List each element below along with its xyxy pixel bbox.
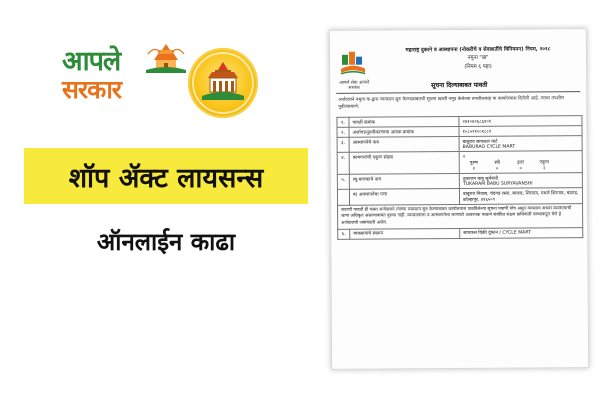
receipt-title: सूचना दिल्याबाबत पावती [431,81,488,90]
row-number: २. [337,127,349,137]
table-row [337,173,582,190]
doc-header-line2: नमुना "ख" [467,55,489,62]
row-value: १०८५२१००१८८१ [459,126,582,137]
doc-logo-caption: आपले सेवा आपले सरकार [339,80,370,92]
row-value [459,151,582,174]
establishment-name-english: BABURAO CYCLE MART [462,144,516,150]
row-value: बाबूराव निवास, चंदगड रस्ता, बाजार, शिरगाव, मधले शिरगाव, चंदगड, कोल्हापूर, ४१६५०९ [459,188,582,205]
row-label: कामगारांची एकूण संख्या [349,151,459,174]
row-number: ५. [337,174,349,189]
establishment-name-marathi: बाबूराव सायकल मार्ट [462,139,498,145]
aaple-sarkar-logo [62,40,312,130]
brand-line1: आपले [62,46,121,77]
row-number [337,189,349,205]
brand-line2: सरकार [62,75,122,104]
declaration-text: सदरची पावती ही फक्त अर्जदाराने त्याच्या व्यवसाय सुरु केल्याबाबत कार्यालयास पाठविलेल्या सूचना पत्राची पोच असून व्यवसाय अथवा व्यवसायाची जागा अधिकृत असल्याबाबत पुरावा नाही. व्यवसायाला व आस्थापनेला लागणारे आवश्यक परवाने संबंधित सक्षम प्राधिकारी यांच्याकडून घेणे हे अर्जदाराची जबाबदारी असेल. [338,204,583,230]
owner-name-marathi: तुकाराम बाबू सूर्यवंशी [462,176,499,182]
table-row [338,227,583,239]
row-value: २४१०४२६८६१०१ [459,116,582,127]
row-label: व्यु.मालकाचे नाव [349,173,459,189]
doc-header [378,45,578,71]
doc-intro-text: अर्जदाराने नमुना क-द्वारा व्यवसाय सुरु केल्याबाबतची सूचना खाली नमूद केलेल्या तपशीलासह या कार्यालयास दिलेली आहे. त्याचा तपशील पुढीलप्रमाणे: [338,96,565,110]
row-label: आस्थापनेचे नाव [349,136,459,152]
header-divider [336,91,580,94]
table-row [337,188,582,206]
employee-header: स्त्री [494,160,500,166]
employee-value: ० [496,166,499,172]
title-banner [24,148,308,204]
table-row [337,136,582,153]
shop-act-certificate-preview [329,28,589,370]
aaple-seva-logo-icon [338,49,368,79]
row-number: ६. [338,229,350,239]
employee-header: एकूण [539,159,549,165]
page-subtitle: ऑनलाईन काढा [96,228,236,256]
temple-icon [144,42,188,76]
row-number: १. [337,117,349,127]
row-label: ब) आस्थापनेचा पत्ता [349,188,459,205]
row-label: व्यवसायाचे स्वरूप [350,228,460,239]
brand-wordmark [62,48,121,102]
row-value: सायकल विक्री दुकान / CYCLE MART [460,227,583,238]
employee-value: २ [472,166,475,172]
certificate-details-table [336,115,583,240]
doc-header-line1: महाराष्ट्र दुकाने व आस्थापना (नोकरीचे व सेवाशर्तीचे विनियमन) नियम, २०१८ [405,46,551,54]
row-number: ३. [337,137,349,152]
employee-header: इतर [517,160,525,166]
doc-header-line3: (नियम ६ पहा) [464,63,492,70]
employee-value: २ [542,165,546,171]
table-row [337,151,582,175]
row-value [459,173,582,189]
owner-name-english: TUKARAM BABU SURYAVANSHI [462,180,533,187]
page-title: शॉप ॲक्ट लायसन्स [68,162,264,194]
row-value [459,136,582,152]
row-label: अर्जाचा/नूतनीकरणाचा आवक क्रमांक [349,126,459,137]
row-number: ४. [337,152,349,174]
employee-breakdown-values [463,165,579,172]
maharashtra-seal-icon [188,48,258,118]
employee-header: पुरुष [469,160,478,166]
employee-total: २ [462,154,466,160]
employee-value: ० [519,166,522,172]
row-label: पावती क्रमांक [349,116,459,127]
table-row [338,204,583,230]
